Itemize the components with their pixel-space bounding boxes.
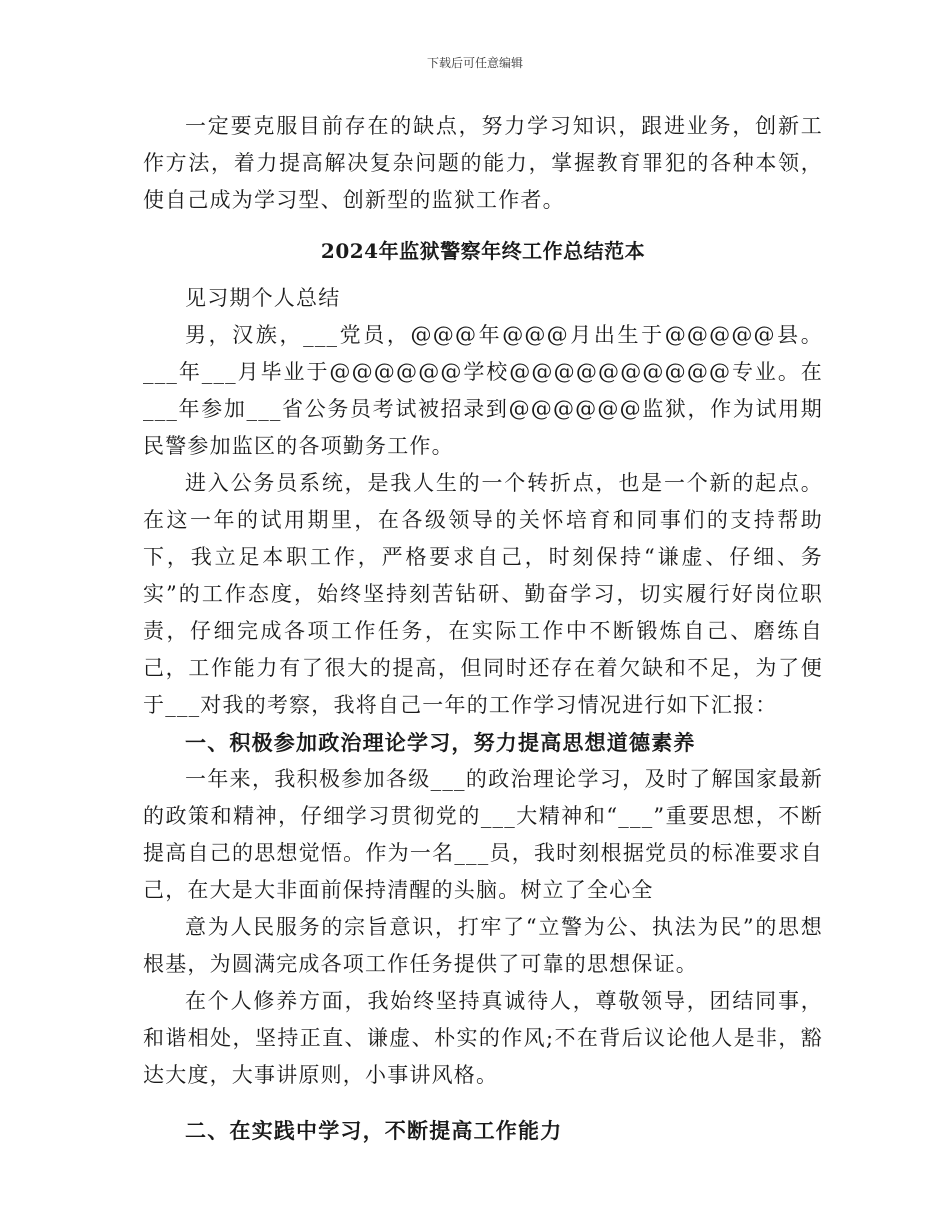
document-title: 2024年监狱警察年终工作总结范本	[320, 239, 646, 263]
intro-paragraph: 一定要克服目前存在的缺点，努力学习知识，跟进业务，创新工作方法，着力提高解决复杂问题的能力，掌握教育罪犯的各种本领，使自己成为学习型、创新型的监狱工作者。	[143, 114, 823, 212]
subtitle: 见习期个人总结	[185, 286, 341, 310]
page-header-note: 下载后可任意编辑	[426, 56, 523, 70]
paragraph-personal-cultivation: 在个人修养方面，我始终坚持真诚待人，尊敬领导，团结同事，和谐相处，坚持正直、谦虚、朴实的作风;不在背后议论他人是非，豁达大度，大事讲原则，小事讲风格。	[143, 989, 823, 1087]
paragraph-personal-info: 男，汉族，___党员，@@@年@@@月出生于@@@@@县。___年___月毕业于@@@@@@学校@@@@@@@@@@专业。在___年参加___省公务员考试被招录到@@@@@@监狱，作为试用期民警参加监区的各项勤务工作。	[143, 323, 823, 458]
paragraph-service-ideology: 意为人民服务的宗旨意识，打牢了“立警为公、执法为民”的思想根基，为圆满完成各项工作任务提供了可靠的思想保证。	[143, 915, 823, 976]
section-heading-1: 一、积极参加政治理论学习，努力提高思想道德素养	[185, 730, 696, 755]
section-heading-2: 二、在实践中学习，不断提高工作能力	[185, 1118, 563, 1143]
paragraph-introduction: 进入公务员系统，是我人生的一个转折点，也是一个新的起点。在这一年的试用期里，在各级领导的关怀培育和同事们的支持帮助下，我立足本职工作，严格要求自己，时刻保持“谦虚、仔细、务实”的工作态度，始终坚持刻苦钻研、勤奋学习，切实履行好岗位职责，仔细完成各项工作任务，在实际工作中不断锻炼自己、磨练自己，工作能力有了很大的提高，但同时还存在着欠缺和不足，为了便于___对我的考察，我将自己一年的工作学习情况进行如下汇报：	[143, 471, 823, 717]
document-body	[143, 108, 823, 1149]
paragraph-political-study: 一年来，我积极参加各级___的政治理论学习，及时了解国家最新的政策和精神，仔细学习贯彻党的___大精神和“___”重要思想，不断提高自己的思想觉悟。作为一名___员，我时刻根据党员的标准要求自己，在大是大非面前保持清醒的头脑。树立了全心全	[143, 767, 823, 902]
